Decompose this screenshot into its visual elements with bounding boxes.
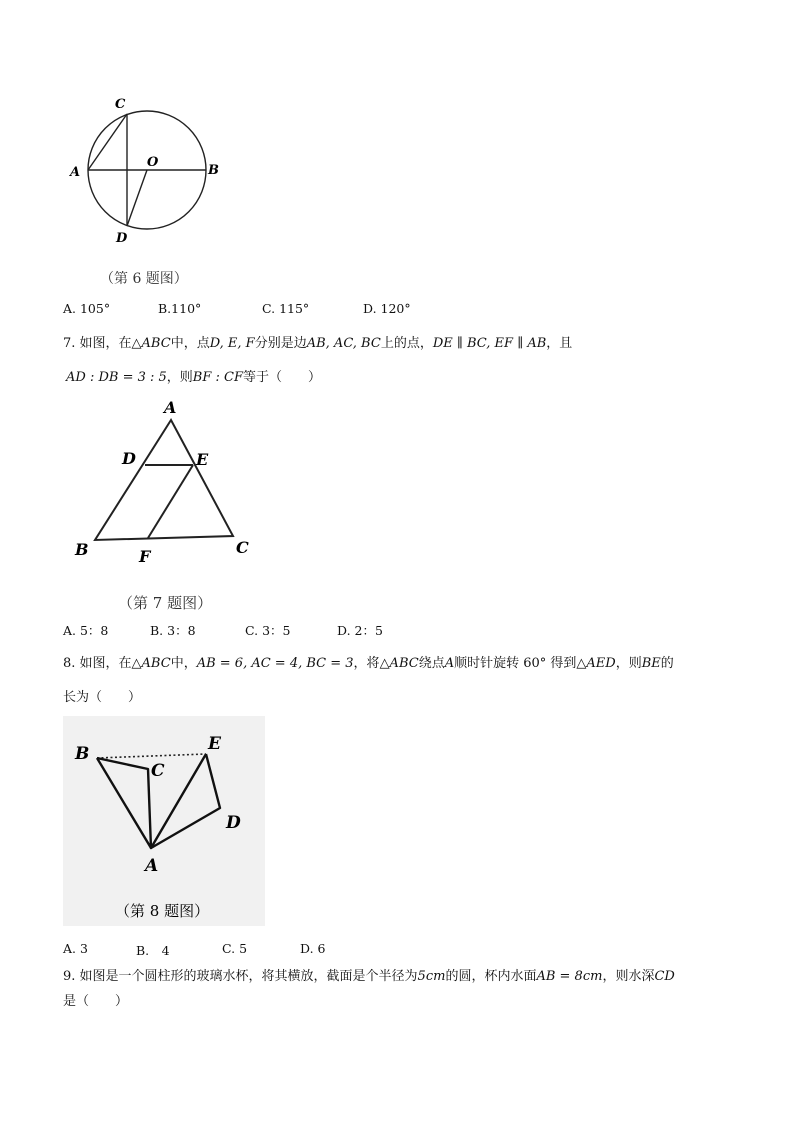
q6-option-a: A. 105° [63, 301, 111, 316]
segment-be-dashed [97, 754, 206, 758]
q6-option-d: D. 120° [363, 301, 411, 316]
figure-8 [63, 716, 265, 926]
triangle-abc [95, 420, 233, 540]
figure-7-caption: （第 7 题图） [118, 594, 213, 612]
figure-8-diagram [63, 716, 265, 926]
label-f: F [139, 547, 151, 566]
q8-option-d: D. 6 [300, 941, 326, 956]
q8-line-2: 长为（ ） [63, 690, 142, 705]
q7-option-d: D. 2：5 [337, 623, 383, 638]
segment-ac [88, 114, 127, 170]
q9-line-1: 9. 如图是一个圆柱形的玻璃水杯，将其横放，截面是个半径为5cm的圆，杯内水面AB = 8cm，则水深CD [63, 969, 675, 984]
label-a: A [70, 165, 81, 180]
figure-7 [70, 395, 260, 570]
figure-8-caption: （第 8 题图） [115, 902, 210, 920]
label-b: B [75, 744, 90, 764]
label-a: A [145, 856, 159, 876]
triangle-abc [97, 758, 151, 848]
q6-option-c: C. 115° [262, 301, 310, 316]
figure-7-diagram [70, 395, 260, 570]
q7-line-2: AD : DB = 3 : 5，则BF : CF等于（ ） [66, 370, 321, 385]
figure-6-caption: （第 6 题图） [100, 271, 188, 287]
q7-option-a: A. 5：8 [63, 623, 109, 638]
q9-line-2: 是（ ） [63, 994, 129, 1009]
label-b: B [208, 163, 219, 178]
figure-6-diagram [60, 88, 230, 253]
label-c: C [151, 761, 165, 781]
segment-ef [148, 465, 193, 538]
label-e: E [196, 450, 209, 469]
q7-line-1: 7. 如图，在△ABC中，点D, E, F分别是边AB, AC, BC上的点，DE ∥ BC, EF ∥ AB，且 [63, 336, 573, 351]
q7-option-c: C. 3：5 [245, 623, 291, 638]
label-d: D [122, 449, 136, 468]
label-o: O [147, 155, 159, 170]
label-c: C [236, 538, 249, 557]
label-c: C [115, 97, 126, 112]
label-d: D [116, 231, 128, 246]
label-d: D [226, 813, 241, 833]
figure-6 [60, 88, 230, 253]
label-b: B [75, 540, 89, 559]
q7-option-b: B. 3：8 [150, 623, 196, 638]
q8-option-a: A. 3 [63, 941, 88, 956]
segment-od [127, 170, 147, 226]
label-a: A [164, 398, 177, 417]
label-e: E [208, 734, 221, 754]
q8-option-b: B. 4 [136, 943, 170, 958]
q8-option-c: C. 5 [222, 941, 248, 956]
q8-line-1: 8. 如图，在△ABC中，AB = 6, AC = 4, BC = 3，将△ABC绕点A顺时针旋转 60° 得到△AED，则BE的 [63, 656, 674, 671]
q6-option-b: B.110° [158, 301, 202, 316]
